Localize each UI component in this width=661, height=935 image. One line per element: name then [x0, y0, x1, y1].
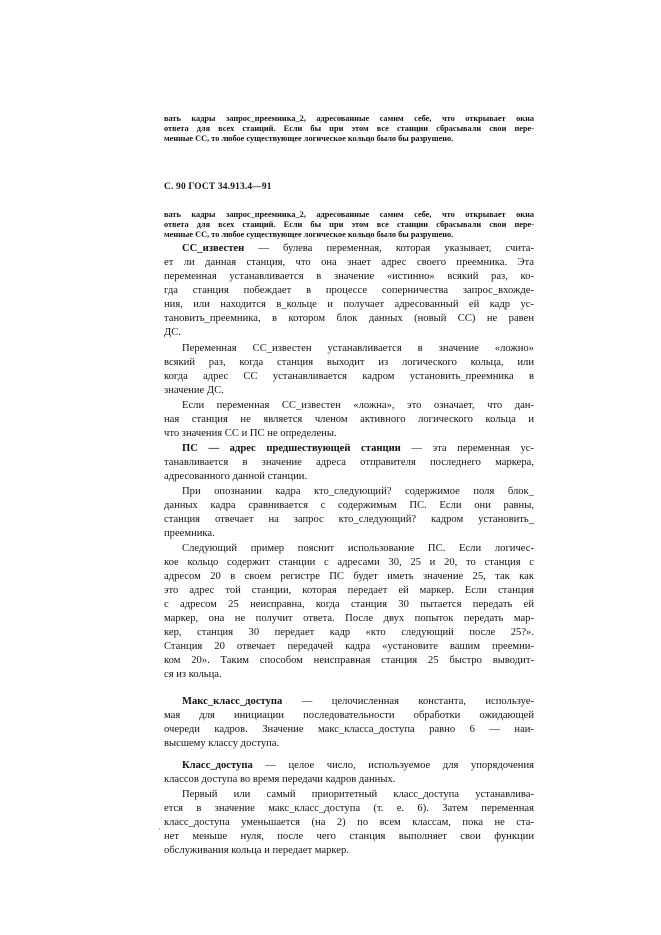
paragraph-line: когда адрес СС устанавливается кадром установить_преемника в: [164, 371, 534, 382]
paragraph-line: кое кольцо содержит станции с адресами 30, 25 и 20, то станция с: [164, 557, 534, 568]
paragraph-ps: [164, 442, 534, 484]
paragraph-line: Переменная СС_известен устанавливается в значение «ложно»: [182, 343, 534, 354]
paragraph-line: ком 20». Таким способом неисправная станция 25 быстро выводит-: [164, 655, 534, 666]
paragraph-line: Если переменная СС_известен «ложна», это означает, что дан-: [182, 400, 534, 411]
intro-fragment: [164, 210, 534, 241]
paragraph-line: всякий раз, когда станция выходит из логического кольца, или: [164, 357, 534, 368]
paragraph-line: с адресом 25 неисправна, когда станция 30 пытается передать ей: [164, 599, 534, 610]
paragraph-cc-known: [164, 242, 534, 340]
paragraph-line: тановить_преемника, в котором блок данных (новый СС) не равен: [164, 313, 534, 324]
paragraph-ps-recognition: [164, 485, 534, 541]
paragraph-line: данных кадра сравнивается с содержимым ПС. Если они равны,: [164, 500, 534, 511]
paragraph-first-class: [164, 788, 534, 858]
page-header: С. 90 ГОСТ 34.913.4—91: [164, 182, 272, 192]
paragraph-cc-if-false: [164, 399, 534, 441]
top-fragment-line: ответа для всех станций. Если бы при этом все станции сбрасывали свои пере-: [164, 124, 534, 134]
paragraph-line: ПС — адрес предшествующей станции — эта переменная ус-: [182, 443, 534, 454]
intro-line: вать кадры запрос_преемника_2, адресованные самим себе, что открывает окна: [164, 210, 534, 219]
paragraph-line: адресованного данной станции.: [164, 471, 308, 482]
paragraph-class: [164, 759, 534, 787]
paragraph-line: Макс_класс_доступа — целочисленная константа, используе-: [182, 696, 534, 707]
paragraph-line: нет меньше нуля, после чего станция выполняет свои функции: [164, 831, 534, 842]
paragraph-line: адресом 20 в своем регистре ПС будет иметь значение 25, так как: [164, 571, 534, 582]
term-cc-known: СС_известен: [182, 243, 245, 254]
paragraph-line: очереди кадров. Значение макс_класса_доступа равно 6 — наи-: [164, 724, 534, 735]
paragraph-line: ния, или находится в_кольце и получает адресованный ей кадр ус-: [164, 299, 534, 310]
paragraph-line: высшему классу доступа.: [164, 738, 280, 749]
top-fragment: [164, 114, 534, 145]
paragraph-line: кер, станция 30 передает кадр «кто следующий после 25?».: [164, 627, 534, 638]
paragraph-example: [164, 542, 534, 682]
paragraph-line: ет ли данная станция, что она знает адрес своего преемника. Эта: [164, 257, 534, 268]
top-fragment-line: вать кадры запрос_преемника_2, адресованные самим себе, что открывает окна: [164, 114, 534, 123]
term-ps: ПС — адрес предшествующей станции: [182, 443, 401, 454]
term-class: Класс_доступа: [182, 760, 253, 771]
paragraph-line: преемника.: [164, 528, 215, 539]
intro-line: менные СС, то любое существующее логическое кольцо было бы разрушено.: [164, 230, 454, 240]
paragraph-line: станция отвечает на запрос кто_следующий? кадром установить_: [164, 514, 534, 525]
paragraph-line: Первый или самый приоритетный класс_доступа устанавлива-: [182, 789, 534, 800]
paragraph-max-class: [164, 695, 534, 751]
paragraph-line: Следующий пример пояснит использование ПС. Если логичес-: [182, 543, 534, 554]
margin-mark: ·: [158, 825, 161, 834]
paragraph-line: класс_доступа уменьшается (на 2) по всем классам, пока не ста-: [164, 817, 534, 828]
paragraph-line: ся из кольца.: [164, 669, 222, 680]
paragraph-line: Станция 20 отвечает передачей кадра «установите вашим преемни-: [164, 641, 534, 652]
top-fragment-line: менные СС, то любое существующее логическое кольцо было бы разрушено.: [164, 134, 454, 144]
intro-line: ответа для всех станций. Если бы при этом все станции сбрасывали свои пере-: [164, 220, 534, 230]
paragraph-line: переменная устанавливается в значение «истинно» всякий раз, ко-: [164, 271, 534, 282]
paragraph-line: что значения СС и ПС не определены.: [164, 428, 337, 439]
paragraph-line: классов доступа во время передачи кадров данных.: [164, 774, 396, 785]
paragraph-line: обслуживания кольца и передает маркер.: [164, 845, 349, 856]
paragraph-line: Класс_доступа — целое число, используемое для упорядочения: [182, 760, 534, 771]
paragraph-cc-false: [164, 342, 534, 398]
paragraph-line: это адрес той станции, которая передает ей маркер. Если станция: [164, 585, 534, 596]
paragraph-line: гда станция побеждает в процессе соперничества запрос_вхожде-: [164, 285, 534, 296]
paragraph-line: маркер, она не получит ответа. После двух попыток передать мар-: [164, 613, 534, 624]
paragraph-line: мая для инициации последовательности обработки ожидающей: [164, 710, 534, 721]
paragraph-line: ная станция не является членом активного логического кольца и: [164, 414, 534, 425]
paragraph-line: При опознании кадра кто_следующий? содержимое поля блок_: [182, 486, 534, 497]
paragraph-line: танавливается в значение адреса отправителя последнего маркера,: [164, 457, 534, 468]
paragraph-line: значение ДС.: [164, 385, 224, 396]
term-max-class: Макс_класс_доступа: [182, 696, 283, 707]
paragraph-line: ДС.: [164, 327, 181, 338]
paragraph-line: СС_известен — булева переменная, которая указывает, счита-: [182, 243, 534, 254]
paragraph-line: ется в значение макс_класс_доступа (т. е. 6). Затем переменная: [164, 803, 534, 814]
